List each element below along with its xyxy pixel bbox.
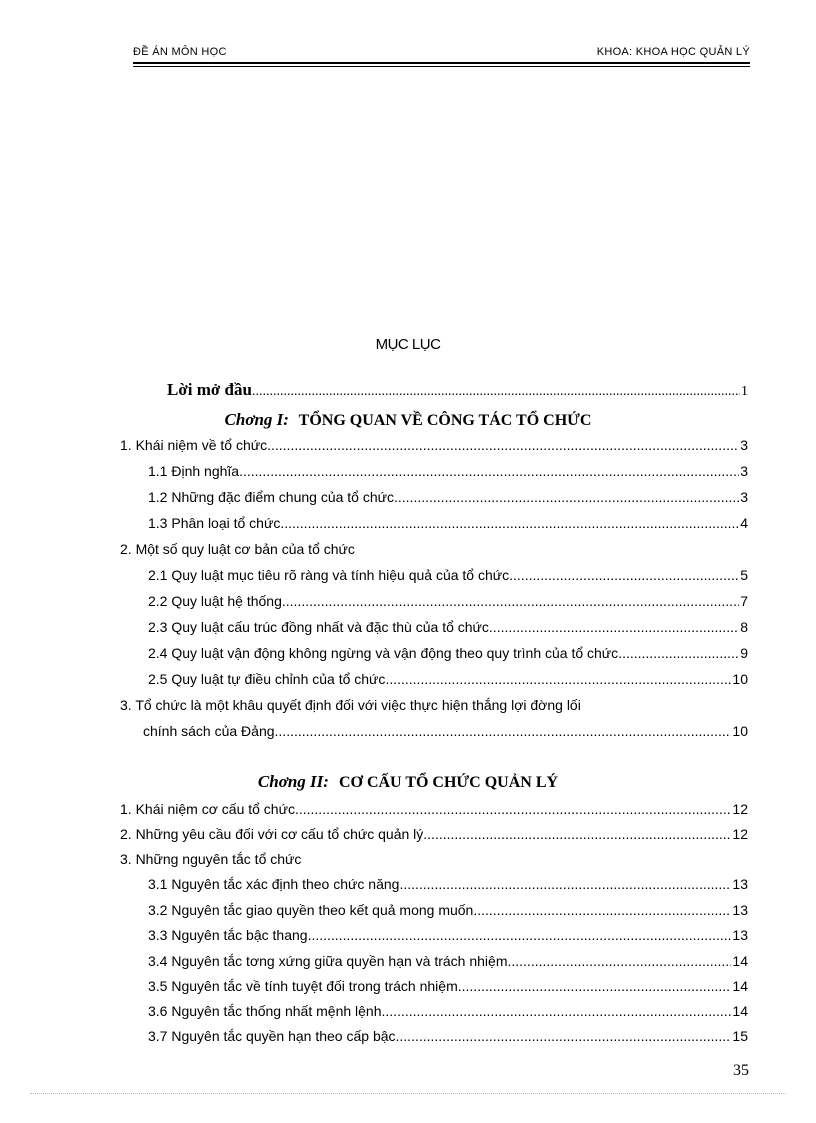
toc-entry[interactable] bbox=[148, 645, 748, 667]
toc-entry-label: 1. Khái niệm cơ cấu tổ chức bbox=[120, 801, 295, 817]
chapter-2-title: CƠ CẤU TỔ CHỨC QUẢN LÝ bbox=[338, 774, 559, 791]
toc-entry[interactable] bbox=[148, 902, 748, 924]
toc-leader-dots bbox=[618, 645, 739, 661]
toc-entry-page: 5 bbox=[740, 567, 748, 583]
toc-leader-dots bbox=[308, 927, 732, 943]
header-rule-thick bbox=[133, 62, 750, 64]
toc-entry[interactable] bbox=[148, 671, 748, 693]
toc-leader-dots bbox=[385, 671, 731, 687]
toc-leader-dots bbox=[267, 437, 739, 453]
toc-entry-label: 3.2 Nguyên tắc giao quyền theo kết quả mong muốn bbox=[148, 902, 474, 918]
toc-entry-label: 1. Khái niệm về tổ chức bbox=[120, 437, 268, 453]
toc-entry-page: 13 bbox=[732, 902, 748, 918]
toc-entry-page: 7 bbox=[740, 593, 748, 609]
toc-entry[interactable] bbox=[148, 876, 748, 898]
toc-entry-label: chính sách của Đảng bbox=[143, 723, 275, 739]
toc-entry-intro[interactable] bbox=[167, 380, 748, 402]
toc-entry-page: 10 bbox=[732, 723, 748, 739]
toc-entry-label: 3.1 Nguyên tắc xác định theo chức năng bbox=[148, 876, 400, 892]
toc-entry-page: 1 bbox=[741, 384, 748, 399]
toc-entry-label: Lời mở đầu bbox=[167, 380, 252, 399]
toc-entry[interactable] bbox=[148, 463, 748, 485]
toc-leader-dots bbox=[275, 723, 732, 739]
toc-entry[interactable] bbox=[148, 953, 748, 975]
toc-leader-dots bbox=[458, 978, 732, 994]
toc-entry-label: 3.6 Nguyên tắc thống nhất mệnh lệnh bbox=[148, 1003, 382, 1019]
toc-entry-page: 13 bbox=[732, 927, 748, 943]
toc-section-heading[interactable]: 2. Một số quy luật cơ bản của tổ chức bbox=[120, 541, 355, 557]
toc-entry-page: 14 bbox=[732, 978, 748, 994]
header-course-label: ĐỀ ÁN MÔN HỌC bbox=[133, 46, 227, 58]
chapter-1-title: TỔNG QUAN VỀ CÔNG TÁC TỔ CHỨC bbox=[298, 412, 592, 429]
toc-entry[interactable] bbox=[148, 619, 748, 641]
toc-leader-dots bbox=[399, 876, 731, 892]
toc-entry-page: 3 bbox=[740, 463, 748, 479]
toc-title: MỤC LỤC bbox=[375, 336, 441, 353]
page-header bbox=[133, 40, 750, 64]
chapter-2-prefix: Chơng II: bbox=[257, 772, 329, 791]
chapter-1-heading bbox=[0, 410, 816, 430]
toc-entry-label: 3.7 Nguyên tắc quyền hạn theo cấp bậc bbox=[148, 1028, 396, 1044]
toc-leader-dots bbox=[396, 1028, 732, 1044]
toc-entry-page: 8 bbox=[740, 619, 748, 635]
toc-entry-label: 2.1 Quy luật mục tiêu rõ ràng và tính hiệu quả của tổ chức bbox=[148, 567, 510, 583]
toc-leader-dots bbox=[509, 567, 739, 583]
chapter-2-heading bbox=[0, 772, 816, 792]
toc-leader-dots bbox=[423, 826, 731, 842]
toc-leader-dots bbox=[252, 384, 740, 400]
footer-divider bbox=[30, 1093, 786, 1094]
toc-entry-page: 10 bbox=[732, 671, 748, 687]
toc-entry[interactable] bbox=[148, 489, 748, 511]
toc-entry[interactable] bbox=[148, 1028, 748, 1050]
toc-entry-page: 3 bbox=[740, 489, 748, 505]
toc-entry-label: 2.5 Quy luật tự điều chỉnh của tổ chức bbox=[148, 671, 386, 687]
toc-entry-page: 15 bbox=[732, 1028, 748, 1044]
toc-entry[interactable] bbox=[148, 1003, 748, 1025]
toc-entry-page: 12 bbox=[732, 826, 748, 842]
toc-entry[interactable] bbox=[148, 927, 748, 949]
toc-entry-label: 1.1 Định nghĩa bbox=[148, 463, 240, 479]
toc-entry-label: 2.4 Quy luật vận động không ngừng và vận động theo quy trình của tổ chức bbox=[148, 645, 619, 661]
toc-leader-dots bbox=[295, 801, 731, 817]
toc-entry[interactable] bbox=[120, 826, 748, 848]
toc-leader-dots bbox=[239, 463, 739, 479]
toc-leader-dots bbox=[394, 489, 739, 505]
toc-entry-label: 1.2 Những đặc điểm chung của tổ chức bbox=[148, 489, 394, 505]
toc-entry-page: 14 bbox=[732, 1003, 748, 1019]
toc-entry[interactable] bbox=[143, 723, 748, 745]
toc-entry-label: 3.3 Nguyên tắc bậc thang bbox=[148, 927, 308, 943]
page-number: 35 bbox=[733, 1062, 749, 1079]
toc-leader-dots bbox=[473, 902, 731, 918]
toc-entry-label: 2. Những yêu cầu đối với cơ cấu tổ chức quản lý bbox=[120, 826, 424, 842]
toc-entry[interactable] bbox=[148, 567, 748, 589]
toc-entry-label: 3.5 Nguyên tắc về tính tuyệt đối trong trách nhiệm bbox=[148, 978, 458, 994]
toc-leader-dots bbox=[282, 593, 739, 609]
toc-leader-dots bbox=[382, 1003, 732, 1019]
toc-entry-page: 12 bbox=[732, 801, 748, 817]
toc-leader-dots bbox=[489, 619, 739, 635]
toc-entry-label: 1.3 Phân loại tổ chức bbox=[148, 515, 281, 531]
toc-entry-page: 4 bbox=[740, 515, 748, 531]
toc-entry-label: 3.4 Nguyên tắc tơng xứng giữa quyền hạn và trách nhiệm bbox=[148, 953, 508, 969]
chapter-1-prefix: Chơng I: bbox=[224, 410, 289, 429]
toc-entry-page: 3 bbox=[740, 437, 748, 453]
toc-entry-page: 13 bbox=[732, 876, 748, 892]
header-faculty-label: KHOA: KHOA HỌC QUẢN LÝ bbox=[596, 46, 750, 58]
toc-entry[interactable] bbox=[120, 437, 748, 459]
toc-leader-dots bbox=[280, 515, 739, 531]
toc-entry[interactable] bbox=[148, 593, 748, 615]
toc-entry[interactable] bbox=[120, 801, 748, 823]
header-rule-thin bbox=[133, 66, 750, 67]
toc-entry-page: 9 bbox=[740, 645, 748, 661]
toc-section-heading[interactable]: 3. Những nguyên tắc tổ chức bbox=[120, 851, 302, 867]
toc-leader-dots bbox=[507, 953, 731, 969]
toc-entry[interactable] bbox=[148, 978, 748, 1000]
toc-entry-page: 14 bbox=[732, 953, 748, 969]
toc-entry[interactable] bbox=[148, 515, 748, 537]
toc-entry-label: 2.3 Quy luật cấu trúc đồng nhất và đặc thù của tổ chức bbox=[148, 619, 489, 635]
toc-entry-label: 2.2 Quy luật hệ thống bbox=[148, 593, 282, 609]
toc-section-heading[interactable]: 3. Tổ chức là một khâu quyết định đối với việc thực hiện thắng lợi đờng lối bbox=[120, 697, 581, 713]
